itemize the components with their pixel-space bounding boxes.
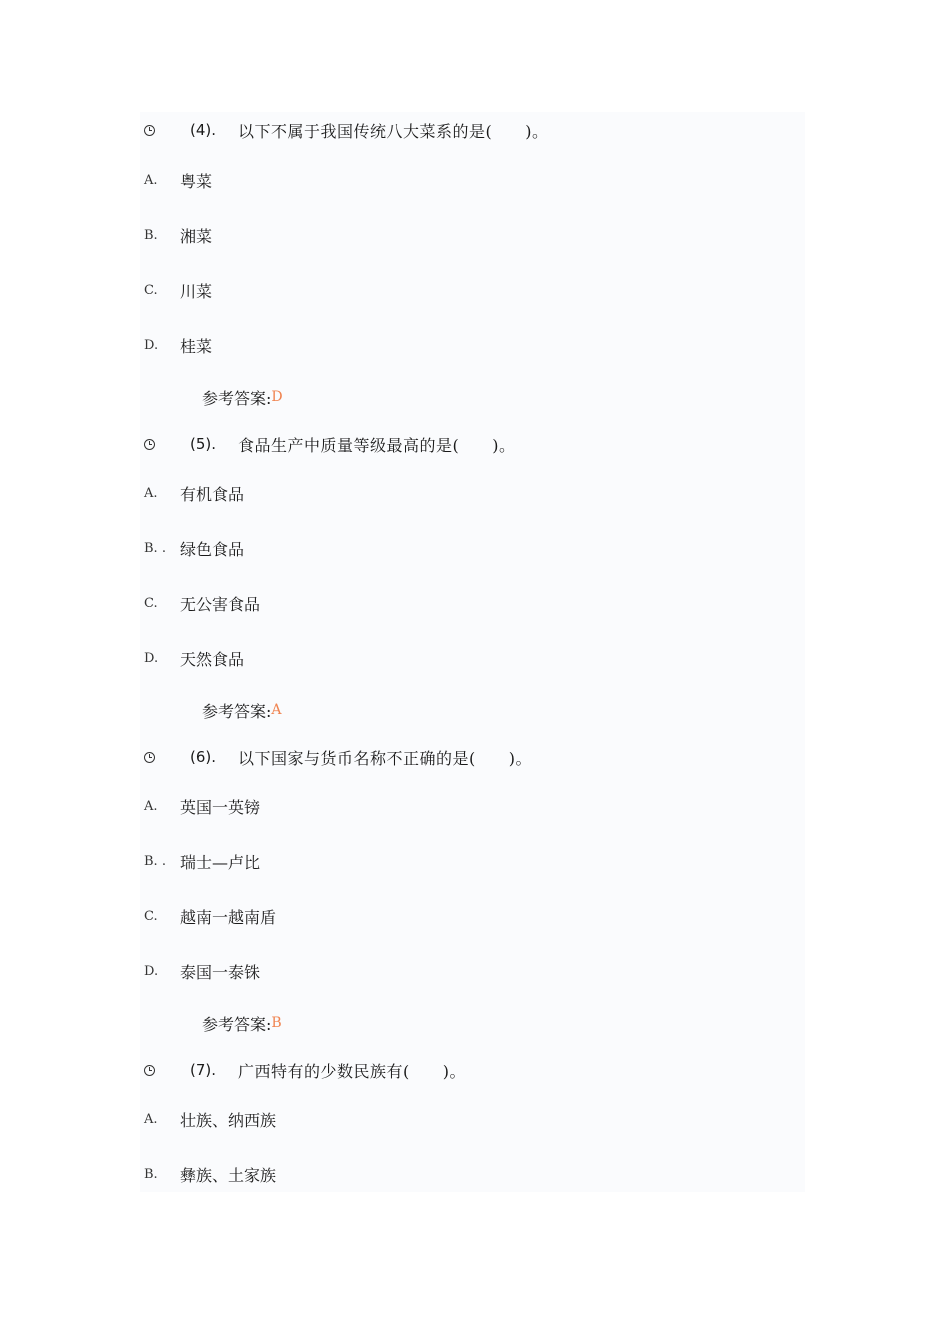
option-text: 无公害食品 — [180, 594, 261, 614]
option-letter: B. — [144, 1166, 158, 1182]
option-text: 绿色食品 — [180, 539, 245, 559]
option-letter: A. — [144, 798, 158, 814]
option-d[interactable] — [144, 960, 260, 982]
reference-answer — [202, 386, 283, 408]
option-text: 川菜 — [180, 281, 213, 301]
option-letter: B. . — [144, 540, 166, 556]
option-text: 泰国一泰铢 — [180, 962, 261, 982]
option-letter: A. — [144, 172, 158, 188]
option-letter: A. — [144, 1111, 158, 1127]
option-d[interactable] — [144, 334, 212, 356]
question-text: 食品生产中质量等级最高的是( )。 — [238, 435, 516, 455]
clock-icon — [144, 1065, 155, 1076]
answer-value: D — [271, 389, 283, 405]
answer-value: A — [271, 702, 282, 718]
option-letter: C. — [144, 595, 158, 611]
option-c[interactable] — [144, 279, 212, 301]
option-text: 瑞士—卢比 — [180, 852, 261, 872]
question-number: (5). — [190, 435, 217, 453]
option-c[interactable] — [144, 905, 276, 927]
question-text: 广西特有的少数民族有( )。 — [238, 1061, 467, 1081]
option-text: 彝族、土家族 — [180, 1165, 277, 1185]
option-text: 越南一越南盾 — [180, 907, 277, 927]
clock-icon — [144, 752, 155, 763]
reference-answer — [202, 699, 282, 721]
clock-icon — [144, 439, 155, 450]
option-letter: B. . — [144, 853, 166, 869]
reference-answer — [202, 1012, 282, 1034]
option-letter: B. — [144, 227, 158, 243]
option-text: 天然食品 — [180, 649, 245, 669]
clock-icon — [144, 125, 155, 136]
option-a[interactable] — [144, 169, 212, 191]
option-letter: D. — [144, 337, 159, 353]
option-letter: A. — [144, 485, 158, 501]
question-text: 以下不属于我国传统八大菜系的是( )。 — [238, 121, 549, 141]
option-text: 壮族、纳西族 — [180, 1110, 277, 1130]
option-letter: D. — [144, 963, 159, 979]
option-a[interactable] — [144, 1108, 276, 1130]
option-a[interactable] — [144, 795, 260, 817]
answer-value: B — [271, 1015, 282, 1031]
answer-label: 参考答案: — [202, 701, 272, 721]
question-5-header — [144, 432, 516, 456]
option-text: 有机食品 — [180, 484, 245, 504]
option-b[interactable] — [144, 537, 244, 559]
option-text: 湘菜 — [180, 226, 213, 246]
option-b[interactable] — [144, 224, 212, 246]
option-d[interactable] — [144, 647, 244, 669]
question-6-header — [144, 745, 532, 769]
question-number: (4). — [190, 121, 217, 139]
question-7-header — [144, 1058, 466, 1082]
answer-label: 参考答案: — [202, 388, 272, 408]
question-number: (7). — [190, 1061, 217, 1079]
option-b[interactable] — [144, 850, 260, 872]
option-c[interactable] — [144, 592, 260, 614]
option-b[interactable] — [144, 1163, 276, 1185]
option-a[interactable] — [144, 482, 244, 504]
question-text: 以下国家与货币名称不正确的是( )。 — [238, 748, 533, 768]
option-text: 桂菜 — [180, 336, 213, 356]
option-text: 英国一英镑 — [180, 797, 261, 817]
question-number: (6). — [190, 748, 217, 766]
option-letter: C. — [144, 908, 158, 924]
option-letter: C. — [144, 282, 158, 298]
question-4-header — [144, 118, 549, 142]
answer-label: 参考答案: — [202, 1014, 272, 1034]
option-text: 粤菜 — [180, 171, 213, 191]
option-letter: D. — [144, 650, 159, 666]
